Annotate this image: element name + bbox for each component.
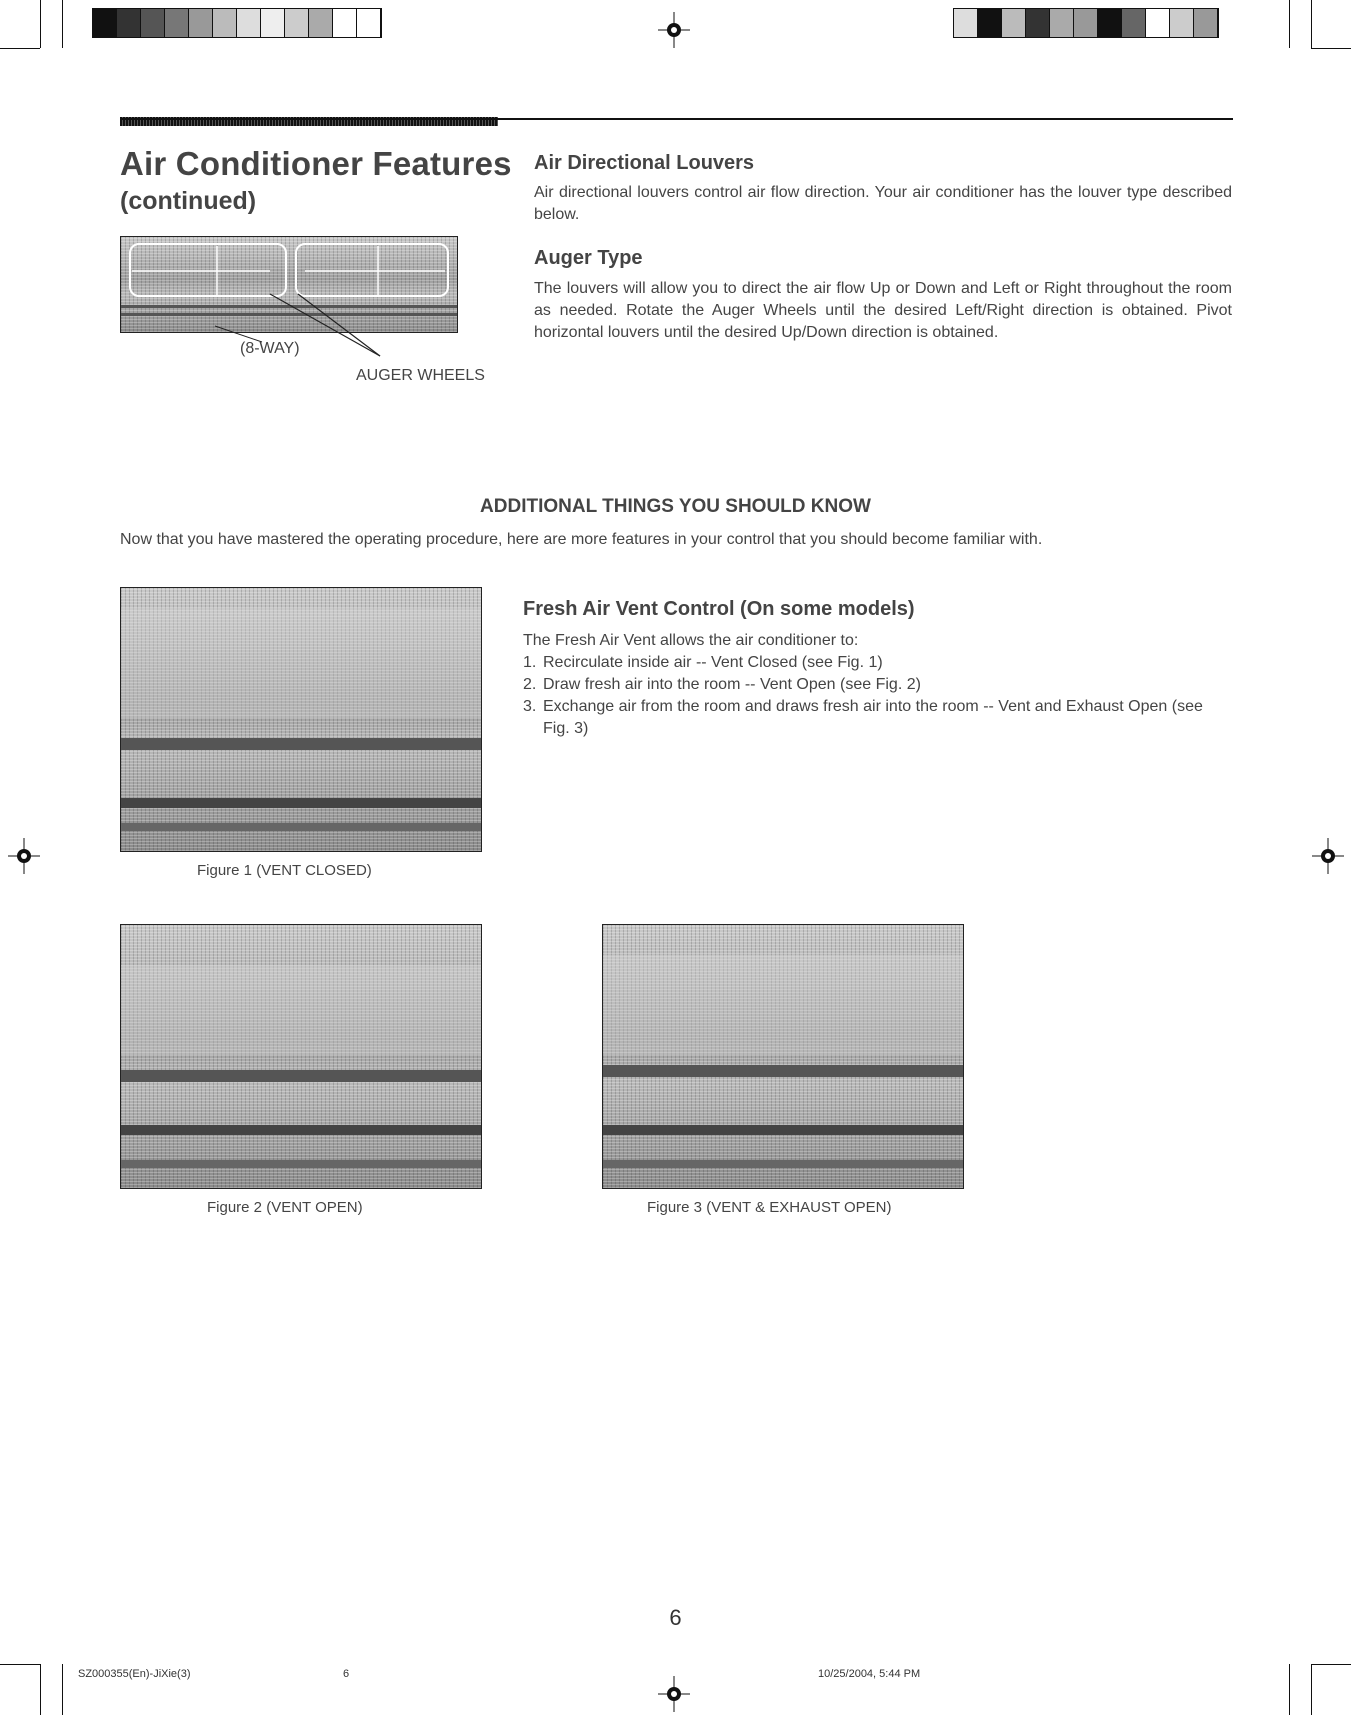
louvers-text: Air directional louvers control air flow direction. Your air conditioner has the louver type described below.: [534, 184, 1232, 223]
auger-text: The louvers will allow you to direct the air flow Up or Down and Left or Right throughout the room as needed. Rotate the Auger Wheels until the desired Left/Right direction is obtained. Pivot horizontal louvers until the desired Up/Down direction is obtained.: [534, 280, 1232, 341]
registration-target-icon: [658, 12, 690, 48]
list-item: [523, 674, 1233, 696]
registration-target-icon: [8, 838, 40, 874]
additional-heading: ADDITIONAL THINGS YOU SHOULD KNOW: [480, 496, 871, 517]
step-text: Draw fresh air into the room -- Vent Open (see Fig. 2): [543, 676, 921, 693]
fresh-air-steps: [523, 652, 1233, 740]
louver-label-8way: (8-WAY): [240, 340, 300, 357]
registration-target-icon: [1312, 838, 1344, 874]
footer-file-id: SZ000355(En)-JiXie(3): [78, 1668, 191, 1680]
step-text: Recirculate inside air -- Vent Closed (see Fig. 1): [543, 654, 883, 671]
step-number: 1.: [523, 654, 537, 671]
additional-intro: Now that you have mastered the operating procedure, here are more features in your control that you should become familiar with.: [120, 531, 1043, 548]
figure-3-caption: Figure 3 (VENT & EXHAUST OPEN): [647, 1199, 892, 1216]
page-title: Air Conditioner Features: [120, 145, 512, 182]
footer-page-ref: 6: [343, 1668, 350, 1680]
figure-2-photo: [120, 924, 482, 1189]
page-subtitle: (continued): [120, 187, 257, 215]
figure-3-photo: [602, 924, 964, 1189]
auger-heading: Auger Type: [534, 247, 643, 269]
registration-strip-right: [953, 8, 1219, 38]
registration-strip-left: [92, 8, 382, 38]
list-item: [523, 696, 1233, 740]
step-number: 3.: [523, 698, 537, 715]
step-number: 2.: [523, 676, 537, 693]
footer-timestamp: 10/25/2004, 5:44 PM: [818, 1668, 921, 1680]
list-item: [523, 652, 1233, 674]
step-text: Exchange air from the room and draws fresh air into the room -- Vent and Exhaust Open (see Fig. 3): [543, 698, 1203, 737]
figure-1-photo: [120, 587, 482, 852]
louvers-heading: Air Directional Louvers: [534, 152, 755, 174]
page-number: 6: [669, 1605, 682, 1630]
fresh-air-heading: Fresh Air Vent Control (On some models): [523, 598, 915, 620]
figure-1-caption: Figure 1 (VENT CLOSED): [197, 862, 372, 879]
louver-label-auger-wheels: AUGER WHEELS: [356, 367, 485, 384]
fresh-air-intro: The Fresh Air Vent allows the air conditioner to:: [523, 632, 859, 649]
registration-target-icon: [658, 1676, 690, 1712]
header-rule-thin: [120, 118, 1233, 120]
figure-2-caption: Figure 2 (VENT OPEN): [207, 1199, 363, 1216]
